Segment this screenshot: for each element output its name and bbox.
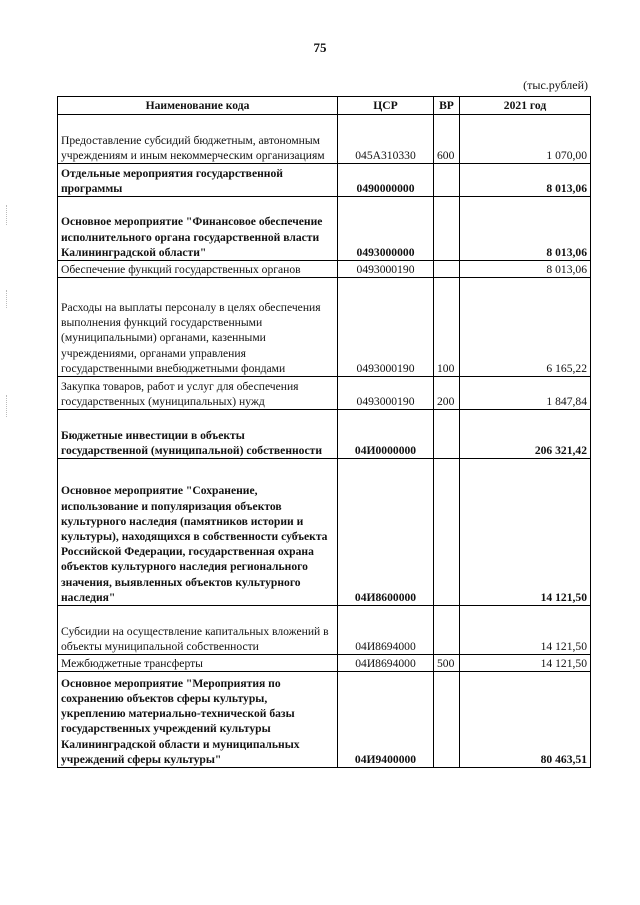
row-csr: 04И0000000: [338, 410, 434, 459]
row-csr: 0493000190: [338, 377, 434, 410]
row-amount: 8 013,06: [460, 197, 591, 261]
left-margin-marks: [6, 205, 11, 225]
row-amount: 8 013,06: [460, 261, 591, 278]
table-row: [58, 115, 591, 164]
row-name: Предоставление субсидий бюджетным, автономным учреждениям и иным некоммерческим организациям: [58, 115, 338, 164]
page-number: 75: [313, 40, 327, 55]
row-csr: 0493000190: [338, 278, 434, 377]
row-csr: 0490000000: [338, 164, 434, 197]
header-csr: ЦСР: [338, 97, 434, 115]
row-amount: 14 121,50: [460, 459, 591, 606]
table-row: [58, 197, 591, 261]
row-vr: 500: [434, 655, 460, 672]
table-row: [58, 672, 591, 768]
table-row: [58, 655, 591, 672]
row-csr: 0493000190: [338, 261, 434, 278]
row-amount: 1 847,84: [460, 377, 591, 410]
table-row: [58, 164, 591, 197]
row-name: Субсидии на осуществление капитальных вложений в объекты муниципальной собственности: [58, 606, 338, 655]
table-row: [58, 459, 591, 606]
table-row: [58, 278, 591, 377]
table-row: [58, 606, 591, 655]
left-margin-marks: [6, 290, 11, 308]
row-amount: 8 013,06: [460, 164, 591, 197]
row-csr: 04И8694000: [338, 606, 434, 655]
row-name: Межбюджетные трансферты: [58, 655, 338, 672]
header-amount: 2021 год: [460, 97, 591, 115]
row-name: Расходы на выплаты персоналу в целях обеспечения выполнения функций государственными (муниципальными) органами, казенными учреждениями, органами управления государственными внебюджетными фондами: [58, 278, 338, 377]
row-name: Основное мероприятие "Финансовое обеспечение исполнительного органа государственной власти Калининградской области": [58, 197, 338, 261]
row-vr: 100: [434, 278, 460, 377]
row-amount: 6 165,22: [460, 278, 591, 377]
row-csr: 04И8694000: [338, 655, 434, 672]
row-amount: 14 121,50: [460, 606, 591, 655]
header-vr: ВР: [434, 97, 460, 115]
row-name: Основное мероприятие "Сохранение, использование и популяризация объектов культурного наследия (памятников истории и культуры), находящихся в собственности субъекта Российской Федерации, государственная охрана объектов культурного наследия регионального значения, выявленных объектов культурного наследия": [58, 459, 338, 606]
row-name: Бюджетные инвестиции в объекты государственной (муниципальной) собственности: [58, 410, 338, 459]
row-vr: [434, 261, 460, 278]
row-vr: [434, 606, 460, 655]
table-row: [58, 261, 591, 278]
row-vr: 200: [434, 377, 460, 410]
row-name: Закупка товаров, работ и услуг для обеспечения государственных (муниципальных) нужд: [58, 377, 338, 410]
unit-label: (тыс.рублей): [523, 78, 588, 92]
table-row: [58, 410, 591, 459]
row-csr: 04И8600000: [338, 459, 434, 606]
row-amount: 14 121,50: [460, 655, 591, 672]
row-amount: 206 321,42: [460, 410, 591, 459]
row-vr: [434, 410, 460, 459]
row-vr: [434, 672, 460, 768]
row-csr: 045А310330: [338, 115, 434, 164]
row-csr: 0493000000: [338, 197, 434, 261]
row-vr: [434, 197, 460, 261]
row-amount: 1 070,00: [460, 115, 591, 164]
budget-table: [57, 96, 591, 768]
row-vr: [434, 459, 460, 606]
row-vr: 600: [434, 115, 460, 164]
left-margin-marks: [6, 395, 11, 417]
header-row: [58, 97, 591, 115]
row-name: Отдельные мероприятия государственной программы: [58, 164, 338, 197]
row-vr: [434, 164, 460, 197]
row-amount: 80 463,51: [460, 672, 591, 768]
header-name: Наименование кода: [58, 97, 338, 115]
row-csr: 04И9400000: [338, 672, 434, 768]
table-row: [58, 377, 591, 410]
row-name: Основное мероприятие "Мероприятия по сохранению объектов сферы культуры, укреплению материально-технической базы государственных учреждений культуры Калининградской области и муниципальных учреждений сферы культуры": [58, 672, 338, 768]
row-name: Обеспечение функций государственных органов: [58, 261, 338, 278]
